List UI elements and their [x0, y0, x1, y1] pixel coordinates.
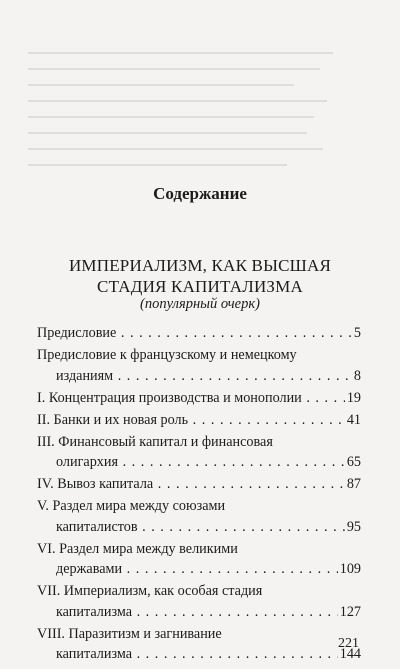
- toc-entry-text: державами: [56, 561, 123, 578]
- toc-entry-text: изданиям: [56, 367, 114, 384]
- toc-entry-text: IV. Вывоз капитала: [37, 476, 154, 493]
- toc-entry-text: VIII. Паразитизм и загнивание: [37, 625, 222, 642]
- toc-entry-text: V. Раздел мира между союзами: [37, 498, 226, 515]
- toc-entry-text: капиталистов: [56, 518, 138, 535]
- toc-entry-page: 8: [353, 367, 361, 384]
- page-number: 221: [338, 636, 359, 651]
- toc-entry-leader: [37, 410, 345, 431]
- toc-entry: [37, 388, 361, 409]
- toc-entry-leader: [37, 388, 345, 409]
- toc-entry: [37, 345, 361, 386]
- work-subtitle: (популярный очерк): [140, 296, 260, 312]
- toc-entry-leader: [37, 474, 345, 495]
- toc-entry-text: III. Финансовый капитал и финансовая: [37, 433, 273, 450]
- work-title-line-1: ИМПЕРИАЛИЗМ, КАК ВЫСШАЯ: [68, 256, 332, 275]
- table-of-contents: [37, 323, 361, 666]
- toc-entry-page: 144: [339, 646, 361, 663]
- toc-entry: [37, 539, 361, 580]
- toc-entry-leader: [37, 602, 338, 623]
- toc-entry: [37, 323, 361, 344]
- toc-entry-page: 5: [353, 325, 361, 341]
- toc-entry-text: олигархия: [56, 454, 119, 471]
- toc-entry-leader: [37, 452, 345, 473]
- toc-entry-page: 109: [339, 561, 361, 578]
- toc-entry: [37, 474, 361, 495]
- toc-entry: [37, 624, 361, 665]
- toc-entry-leader: [37, 644, 338, 665]
- toc-entry-page: 41: [346, 411, 361, 428]
- toc-entry-page: 87: [346, 476, 361, 493]
- contents-heading: Содержание: [153, 184, 247, 203]
- toc-entry-leader: [37, 559, 338, 580]
- toc-entry-page: 65: [346, 454, 361, 471]
- work-title: [0, 255, 400, 297]
- toc-entry-text: капитализма: [56, 603, 133, 620]
- toc-entry-text: I. Концентрация производства и монополии: [37, 389, 302, 406]
- toc-entry-leader: [37, 366, 352, 387]
- toc-entry: [37, 410, 361, 431]
- work-title-line-2: СТАДИЯ КАПИТАЛИЗМА: [97, 277, 303, 296]
- toc-entry-text: Предисловие: [37, 325, 117, 341]
- toc-entry-page: 127: [339, 603, 361, 620]
- toc-entry-text: VII. Империализм, как особая стадия: [37, 583, 263, 600]
- toc-entry-text: VI. Раздел мира между великими: [37, 540, 238, 557]
- toc-entry-text: капитализма: [56, 646, 133, 663]
- toc-entry-leader: [37, 517, 345, 538]
- toc-entry: [37, 496, 361, 537]
- toc-entry-leader: [37, 323, 352, 344]
- toc-entry-text: Предисловие к французскому и немецкому: [37, 346, 297, 363]
- toc-entry: [37, 432, 361, 473]
- toc-entry-page: 19: [346, 389, 361, 406]
- toc-entry: [37, 581, 361, 622]
- toc-entry-text: II. Банки и их новая роль: [37, 411, 189, 428]
- toc-entry-page: 95: [346, 518, 361, 535]
